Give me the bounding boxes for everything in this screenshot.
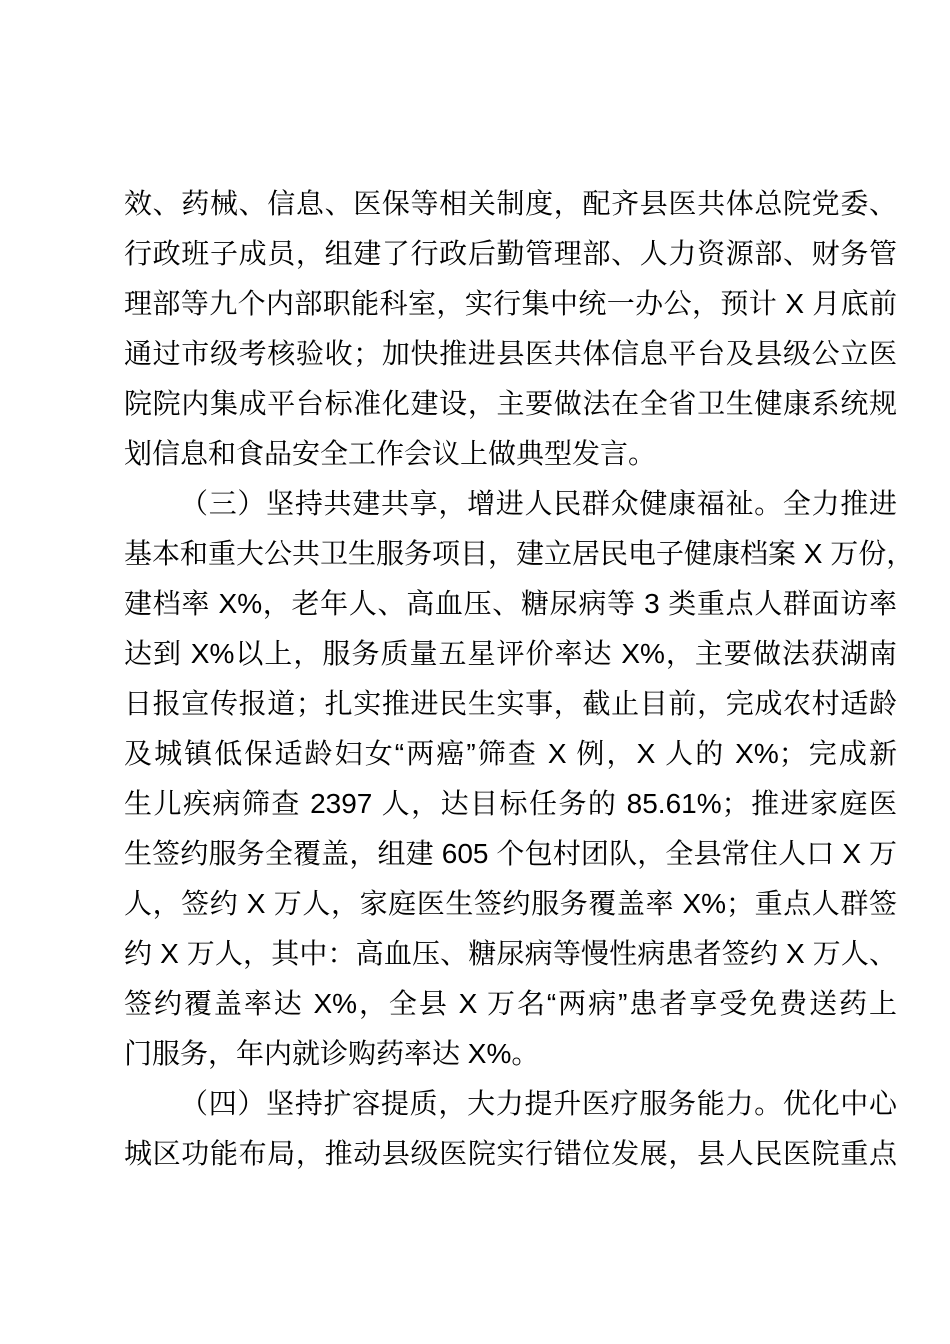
paragraph-section-four — [124, 1079, 897, 1179]
text-line: 基本和重大公共卫生服务项目，建立居民电子健康档案 X 万份， — [124, 538, 915, 569]
text-line: 通过市级考核验收；加快推进县医共体信息平台及县级公立医 — [124, 338, 897, 369]
text-line: 生签约服务全覆盖，组建 605 个包村团队，全县常住人口 X 万 — [124, 838, 897, 869]
paragraph-section-three — [124, 479, 915, 1079]
text-line: 门服务，年内就诊购药率达 X%。 — [124, 1038, 540, 1069]
text-line: 日报宣传报道；扎实推进民生实事，截止目前，完成农村适龄 — [124, 688, 897, 719]
text-line: 效、药械、信息、医保等相关制度，配齐县医共体总院党委、 — [124, 188, 897, 219]
text-line: 约 X 万人，其中：高血压、糖尿病等慢性病患者签约 X 万人、 — [124, 938, 897, 969]
text-line: 签约覆盖率达 X%，全县 X 万名“两病”患者享受免费送药上 — [124, 988, 897, 1019]
text-line: 及城镇低保适龄妇女“两癌”筛查 X 例，X 人的 X%；完成新 — [124, 738, 897, 769]
paragraph-continuation — [124, 179, 897, 479]
text-line: 城区功能布局，推动县级医院实行错位发展，县人民医院重点 — [124, 1138, 897, 1169]
text-line: 院院内集成平台标准化建设，主要做法在全省卫生健康系统规 — [124, 388, 897, 419]
text-line: 行政班子成员，组建了行政后勤管理部、人力资源部、财务管 — [124, 238, 897, 269]
text-line: 理部等九个内部职能科室，实行集中统一办公，预计 X 月底前 — [124, 288, 897, 319]
text-line: （四）坚持扩容提质，大力提升医疗服务能力。优化中心 — [180, 1088, 897, 1119]
text-line: 人，签约 X 万人，家庭医生签约服务覆盖率 X%；重点人群签 — [124, 888, 897, 919]
text-line: 划信息和食品安全工作会议上做典型发言。 — [124, 438, 657, 469]
text-line: 建档率 X%，老年人、高血压、糖尿病等 3 类重点人群面访率 — [124, 588, 897, 619]
text-line: 达到 X%以上，服务质量五星评价率达 X%，主要做法获湖南 — [124, 638, 897, 669]
text-line: 生儿疾病筛查 2397 人，达目标任务的 85.61%；推进家庭医 — [124, 788, 897, 819]
text-line: （三）坚持共建共享，增进人民群众健康福祉。全力推进 — [180, 488, 897, 519]
document-body — [124, 179, 915, 1179]
